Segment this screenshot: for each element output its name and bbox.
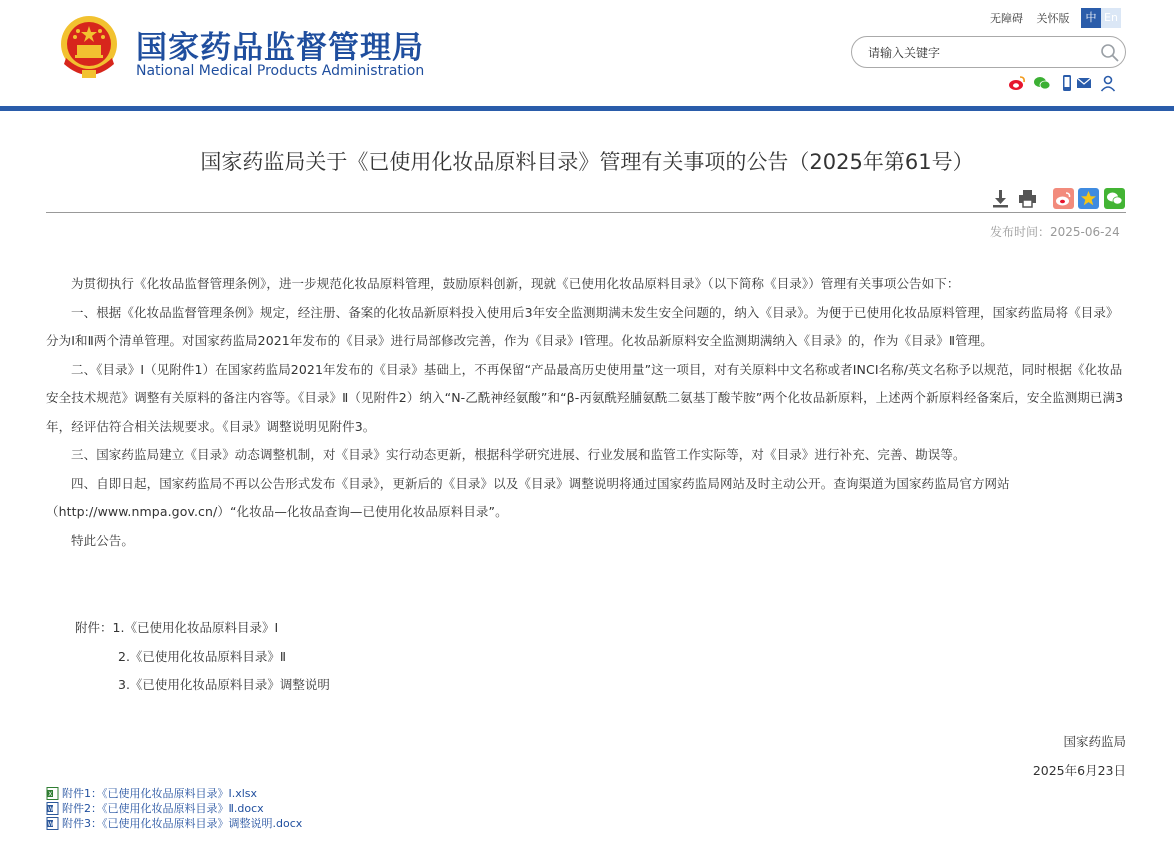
attachment-item: 1.《已使用化妆品原料目录》Ⅰ: [112, 620, 279, 635]
favorite-star-icon[interactable]: [1078, 188, 1099, 209]
svg-text:X: X: [48, 790, 53, 798]
sign-date: 2025年6月23日: [1032, 762, 1126, 778]
weibo-icon[interactable]: [1008, 74, 1026, 92]
attachments-label: 附件：: [75, 620, 113, 635]
publish-date: 发布时间：2025-06-24: [990, 225, 1120, 239]
file-link[interactable]: [46, 786, 302, 801]
wechat-icon[interactable]: [1033, 74, 1051, 92]
wechat-share-icon[interactable]: [1104, 188, 1125, 209]
svg-text:W: W: [47, 805, 54, 813]
print-icon[interactable]: [1017, 188, 1038, 209]
paragraph-closing: 特此公告。: [71, 532, 135, 548]
search-input[interactable]: [868, 43, 1088, 63]
attachment-line-1: [75, 614, 330, 643]
title-divider: [46, 212, 1126, 213]
lang-zh-button[interactable]: 中: [1081, 8, 1101, 28]
site-subtitle[interactable]: National Medical Products Administration: [136, 63, 425, 79]
file-link-label[interactable]: 附件3：《已使用化妆品原料目录》调整说明.docx: [62, 817, 303, 830]
download-icon[interactable]: [990, 188, 1011, 209]
signer: 国家药监局: [1063, 734, 1126, 749]
file-link[interactable]: [46, 801, 302, 816]
site-header: [0, 0, 1174, 108]
paragraph-3: 三、国家药监局建立《目录》动态调整机制，对《目录》实行动态更新，根据科学研究进展、行业发展和监管工作实际等，对《目录》进行补充、完善、勘误等。: [71, 447, 966, 462]
signature-block: [1033, 728, 1126, 785]
paragraph-intro: 为贯彻执行《化妆品监督管理条例》，进一步规范化妆品原料管理，鼓励原料创新，现就《已使用化妆品原料目录》（以下简称《目录》）管理有关事项公告如下：: [71, 276, 960, 291]
article-body: [46, 270, 1126, 555]
search-box: [851, 36, 1126, 68]
file-link-label[interactable]: 附件2：《已使用化妆品原料目录》Ⅱ.docx: [62, 802, 264, 815]
svg-text:W: W: [47, 820, 54, 828]
weibo-share-icon[interactable]: [1053, 188, 1074, 209]
site-title[interactable]: 国家药品监督管理局: [136, 30, 424, 66]
mail-icon[interactable]: [1075, 74, 1093, 92]
mobile-icon[interactable]: [1058, 74, 1076, 92]
word-file-icon: [46, 817, 59, 830]
header-divider-bar: [0, 106, 1174, 111]
search-icon[interactable]: [1100, 43, 1120, 63]
lang-en-button[interactable]: En: [1101, 8, 1121, 28]
accessibility-link[interactable]: 无障碍: [990, 12, 1023, 25]
article-title: 国家药监局关于《已使用化妆品原料目录》管理有关事项的公告（2025年第61号）: [200, 150, 974, 174]
paragraph-1: 一、根据《化妆品监督管理条例》规定，经注册、备案的化妆品新原料投入使用后3年安全监测期满未发生安全问题的，纳入《目录》。为便于已使用化妆品原料管理，国家药监局将《目录》分为Ⅰ和Ⅱ两个清单管理。对国家药监局2021年发布的《目录》进行局部修改完善，作为《目录》Ⅰ管理。化妆品新原料安全监测期满纳入《目录》的，作为《目录》Ⅱ管理。: [46, 304, 1119, 348]
paragraph-2: 二、《目录》Ⅰ（见附件1）在国家药监局2021年发布的《目录》基础上，不再保留“产品最高历史使用量”这一项目，对有关原料中文名称或者INCI名称/英文名称予以规范，同时根据《化妆品安全技术规范》调整有关原料的备注内容等。《目录》Ⅱ（见附件2）纳入“N-乙酰神经氨酸”和“β-丙氨酰羟脯氨酰二氨基丁酸苄胺”两个化妆品新原料，上述两个新原料经备案后，安全监测期已满3年，经评估符合相关法规要求。《目录》调整说明见附件3。: [46, 361, 1124, 434]
file-link[interactable]: [46, 816, 302, 831]
top-links: [990, 10, 1080, 26]
attachment-item: 3.《已使用化妆品原料目录》调整说明: [118, 677, 330, 692]
word-file-icon: [46, 802, 59, 815]
excel-file-icon: [46, 787, 59, 800]
attachments-list: [75, 614, 330, 700]
national-emblem-logo[interactable]: [58, 14, 120, 82]
elderly-mode-link[interactable]: 关怀版: [1036, 12, 1070, 25]
attachment-item: 2.《已使用化妆品原料目录》Ⅱ: [118, 648, 287, 664]
paragraph-4: 四、自即日起，国家药监局不再以公告形式发布《目录》，更新后的《目录》以及《目录》调整说明将通过国家药监局网站及时主动公开。查询渠道为国家药监局官方网站（http://www.nmpa.gov.cn/）“化妆品—化妆品查询—已使用化妆品原料目录”。: [46, 475, 1010, 519]
user-icon[interactable]: [1099, 74, 1117, 92]
file-downloads: [46, 786, 302, 831]
file-link-label[interactable]: 附件1：《已使用化妆品原料目录》Ⅰ.xlsx: [62, 787, 258, 800]
